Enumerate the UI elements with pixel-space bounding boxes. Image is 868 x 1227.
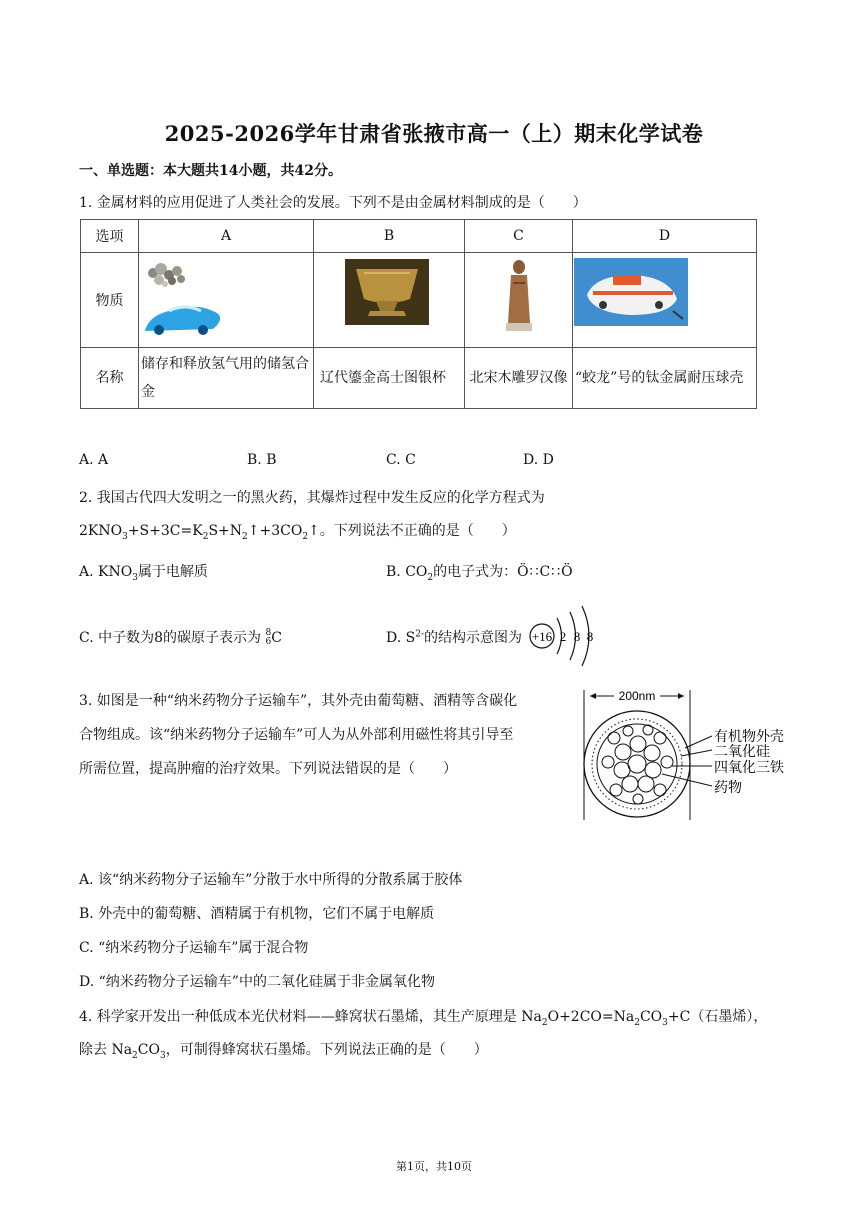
- page-footer: 第1页，共10页: [396, 1160, 472, 1173]
- row-label-name: 名称: [81, 348, 139, 409]
- q3-stem-line2: 合物组成。该“纳米药物分子运输车”可人为从外部利用磁性将其引导至: [79, 727, 514, 743]
- hydrogen-alloy-car-image: [139, 253, 313, 343]
- q3-stem-line1: 3. 如图是一种“纳米药物分子运输车”，其外壳由葡萄糖、酒精等含碳化: [79, 693, 518, 709]
- submersible-image: [573, 253, 756, 343]
- q1-option-b[interactable]: B. B: [247, 452, 277, 468]
- table-header-cell: B: [314, 220, 465, 253]
- q3-option-c[interactable]: C. “纳米药物分子运输车”属于混合物: [79, 940, 309, 956]
- shell-electrons-2: 8: [573, 629, 581, 644]
- q1-stem: 1. 金属材料的应用促进了人类社会的发展。下列不是由金属材料制成的是（ ）: [79, 195, 587, 211]
- sulfur-ion-structure-diagram: [524, 600, 604, 674]
- name-cell-d: “蛟龙”号的钛金属耐压球壳: [573, 348, 757, 409]
- name-cell-c: 北宋木雕罗汉像: [465, 348, 573, 409]
- wooden-arhat-statue-image: [465, 253, 572, 343]
- nucleus-charge: +16: [531, 629, 553, 644]
- name-cell-a: 储存和释放氢气用的储氢合金: [139, 348, 314, 409]
- q1-option-a[interactable]: A. A: [79, 452, 109, 468]
- q2-option-d[interactable]: D. $S^{2-}$的结构示意图为: [386, 629, 522, 646]
- image-cell-c: [465, 253, 573, 348]
- image-cell-a: [139, 253, 314, 348]
- table-header-cell: C: [465, 220, 573, 253]
- q4-stem-line1: 4. 科学家开发出一种低成本光伏材料——蜂窝状石墨烯，其生产原理是 $Na_2O+2CO=Na_2CO_3+C$（石墨烯），: [79, 1009, 768, 1028]
- q3-option-b[interactable]: B. 外壳中的葡萄糖、酒精属于有机物，它们不属于电解质: [79, 906, 435, 922]
- row-label-substance: 物质: [81, 253, 139, 348]
- table-header-cell: A: [139, 220, 314, 253]
- label-silica: 二氧化硅: [714, 745, 770, 760]
- name-cell-b: 辽代鎏金高士图银杯: [314, 348, 465, 409]
- table-header-cell: 选项: [81, 220, 139, 253]
- label-fe3o4: 四氧化三铁: [714, 761, 784, 776]
- table-header-cell: D: [573, 220, 757, 253]
- label-organic-shell: 有机物外壳: [714, 730, 784, 745]
- page-title: 2025-2026学年甘肃省张掖市高一（上）期末化学试卷: [164, 121, 704, 146]
- q1-table: [80, 219, 757, 409]
- section-heading: 一、单选题：本大题共14小题，共42分。: [79, 163, 342, 179]
- scale-label: 200nm: [618, 689, 656, 703]
- label-drug: 药物: [714, 781, 742, 796]
- q2-option-c[interactable]: C. 中子数为8的碳原子表示为 8 6 C: [79, 628, 282, 647]
- image-cell-d: [573, 253, 757, 348]
- q3-option-d[interactable]: D. “纳米药物分子运输车”中的二氧化硅属于非金属氧化物: [79, 974, 435, 990]
- q3-stem-line3: 所需位置，提高肿瘤的治疗效果。下列说法错误的是（ ）: [79, 761, 457, 777]
- q2-option-b[interactable]: B. $CO_2$的电子式为：Ö∷C∷Ö: [386, 564, 574, 583]
- q2-stem-line1: 2. 我国古代四大发明之一的黑火药，其爆炸过程中发生反应的化学方程式为: [79, 490, 545, 506]
- co2-lewis-structure: Ö∷C∷Ö: [517, 564, 574, 580]
- silver-cup-image: [314, 253, 464, 343]
- q1-option-d[interactable]: D. D: [523, 452, 554, 468]
- q3-option-a[interactable]: A. 该“纳米药物分子运输车”分散于水中所得的分散系属于胶体: [79, 872, 463, 888]
- q4-stem-line2: 除去 $Na_2CO_3$，可制得蜂窝状石墨烯。下列说法正确的是（ ）: [79, 1042, 488, 1061]
- image-cell-b: [314, 253, 465, 348]
- q1-option-c[interactable]: C. C: [386, 452, 416, 468]
- shell-electrons-1: 2: [559, 629, 567, 644]
- nano-drug-carrier-diagram: [578, 686, 808, 826]
- shell-electrons-3: 8: [586, 629, 594, 644]
- q2-option-a[interactable]: A. $KNO_3$属于电解质: [79, 564, 208, 583]
- q2-equation-line: $2KNO_3+S+3C=K_2S+N_2↑+3CO_2↑$。下列说法不正确的是（ ）: [79, 523, 516, 542]
